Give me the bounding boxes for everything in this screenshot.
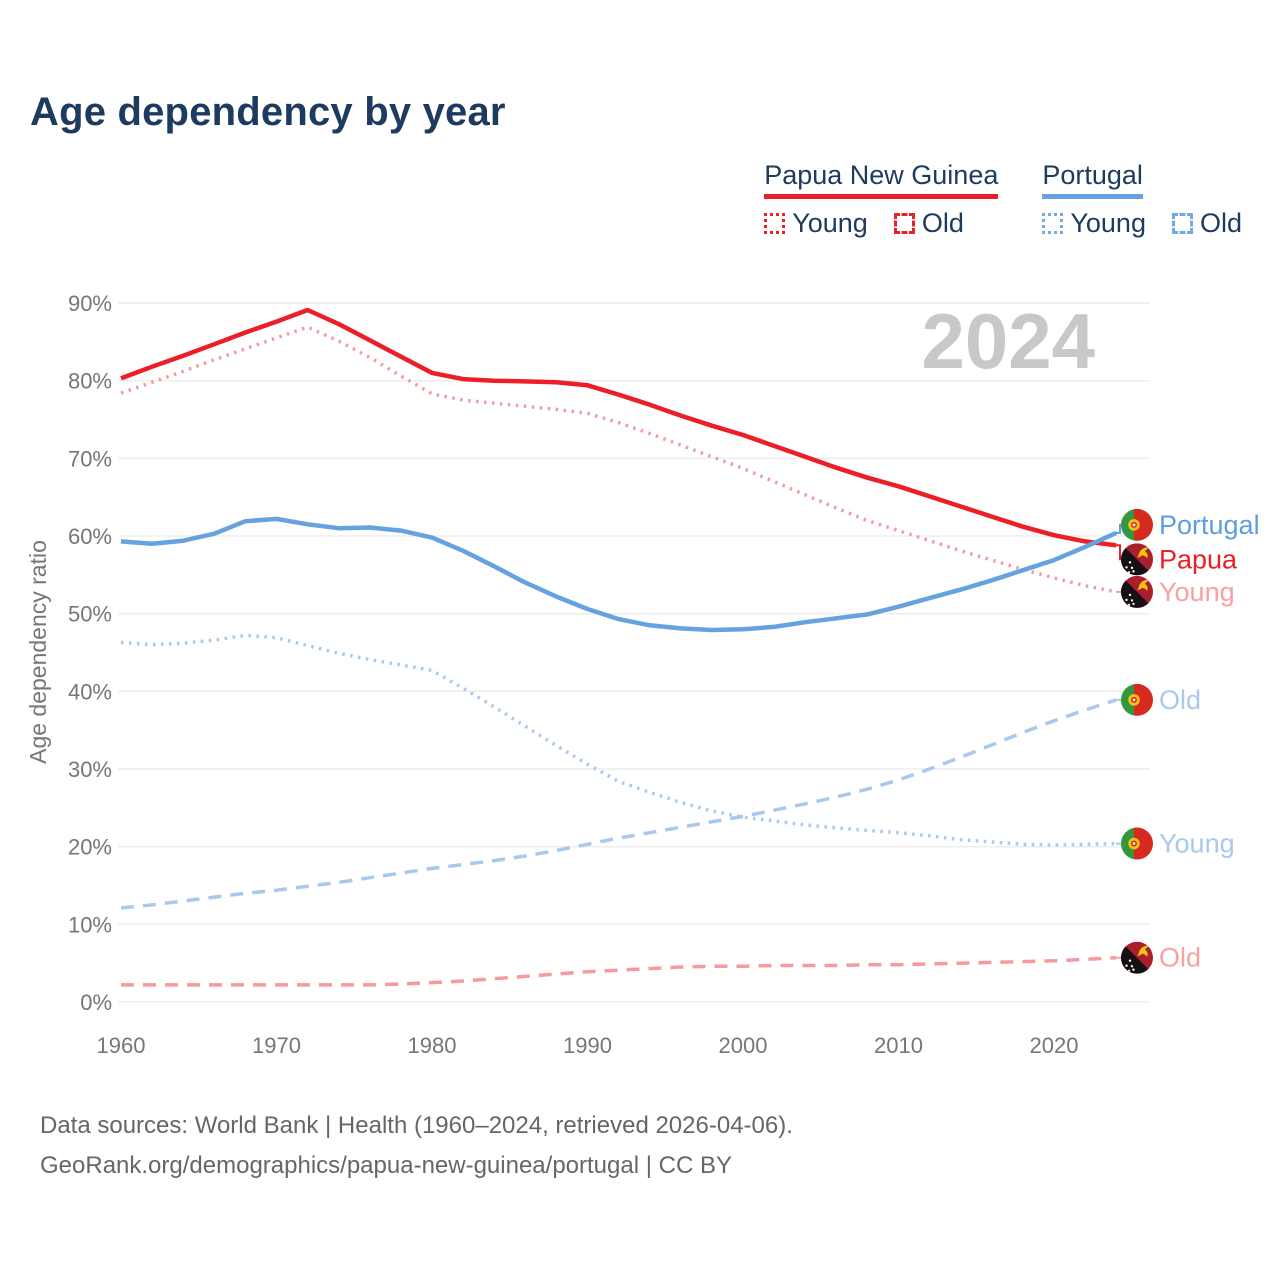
chart-footer — [40, 1106, 793, 1186]
x-tick-label: 1970 — [252, 1033, 301, 1058]
flag-portugal-icon — [1121, 509, 1153, 541]
x-tick-label: 2020 — [1029, 1033, 1079, 1058]
end-label-connector — [1116, 545, 1121, 559]
end-label-papua: Papua — [1159, 544, 1238, 575]
y-tick-label: 20% — [67, 834, 112, 860]
page-title: Age dependency by year — [30, 90, 506, 134]
legend-item-label: Old — [1199, 208, 1242, 238]
legend-item-png-old[interactable] — [894, 208, 964, 239]
legend-country-portugal[interactable]: Portugal — [1042, 160, 1143, 199]
data-sources-line: Data sources: World Bank | Health (1960–2024, retrieved 2026-04-06). — [40, 1112, 793, 1139]
x-tick-label: 2000 — [718, 1033, 768, 1058]
pt-old-dashed-swatch-icon — [1172, 213, 1193, 234]
y-tick-label: 40% — [67, 679, 112, 705]
legend-item-pt-young[interactable] — [1042, 208, 1146, 239]
y-tick-label: 0% — [80, 990, 112, 1015]
y-tick-label: 80% — [67, 368, 112, 394]
legend-item-pt-old[interactable] — [1172, 208, 1242, 239]
legend-country-papua-new-guinea[interactable]: Papua New Guinea — [764, 160, 998, 199]
x-tick-label: 1960 — [96, 1033, 146, 1058]
flag-portugal-icon — [1121, 828, 1153, 860]
png-young-dotted-swatch-icon — [764, 213, 785, 234]
end-label-portugal: Portugal — [1159, 509, 1260, 540]
flag-papua-new-guinea-icon — [1121, 543, 1153, 575]
y-tick-label: 90% — [67, 291, 112, 316]
x-tick-label: 1980 — [407, 1033, 457, 1058]
png-old-dashed-swatch-icon — [894, 213, 915, 234]
legend-item-label: Old — [921, 208, 964, 238]
legend-group-portugal — [1042, 160, 1242, 239]
chart-legend — [764, 160, 1242, 239]
series-line-png-old — [121, 958, 1116, 985]
y-tick-label: 10% — [67, 912, 112, 938]
y-axis-title: Age dependency ratio — [25, 540, 51, 764]
end-label-young: Young — [1159, 828, 1235, 859]
legend-group-papua-new-guinea — [764, 160, 998, 239]
end-label-connector — [1116, 525, 1121, 533]
x-tick-label: 1990 — [563, 1033, 612, 1058]
pt-young-dotted-swatch-icon — [1042, 213, 1063, 234]
y-tick-label: 50% — [67, 601, 112, 627]
y-tick-label: 60% — [67, 524, 112, 549]
legend-item-label: Young — [1070, 208, 1146, 238]
series-line-pt-old — [121, 700, 1116, 908]
end-label-old: Old — [1159, 684, 1202, 715]
flag-portugal-icon — [1121, 684, 1153, 716]
y-tick-label: 70% — [67, 446, 112, 472]
end-label-old: Old — [1159, 942, 1202, 973]
x-tick-label: 2010 — [874, 1033, 923, 1058]
flag-papua-new-guinea-icon — [1121, 576, 1153, 608]
legend-item-png-young[interactable] — [764, 208, 868, 239]
watermark-year: 2024 — [921, 297, 1095, 385]
series-line-pt-young — [121, 635, 1116, 845]
y-tick-label: 30% — [67, 757, 112, 782]
end-label-young: Young — [1159, 576, 1235, 607]
flag-papua-new-guinea-icon — [1121, 942, 1153, 974]
legend-item-label: Young — [792, 208, 868, 238]
attribution-line: GeoRank.org/demographics/papua-new-guinea/portugal | CC BY — [40, 1152, 732, 1179]
